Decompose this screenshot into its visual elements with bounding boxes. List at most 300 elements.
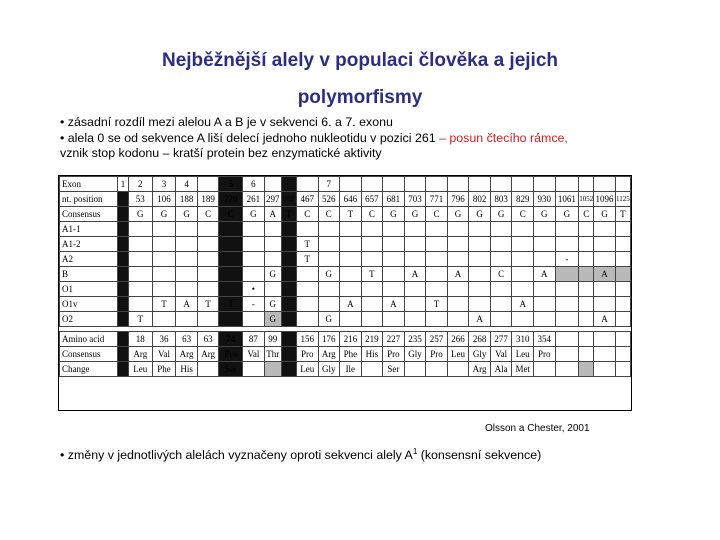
table-cell (383, 222, 405, 237)
footer-note (60, 447, 541, 462)
table-cell (533, 252, 555, 267)
table-cell: Phe (340, 347, 362, 362)
table-cell: T (340, 207, 362, 222)
table-cell (404, 282, 426, 297)
table-cell (447, 282, 469, 297)
table-cell (469, 252, 491, 267)
table-cell: 261 (243, 192, 265, 207)
table-cell: Val (490, 347, 512, 362)
position-row (60, 192, 631, 207)
table-cell (296, 222, 318, 237)
table-cell (197, 177, 219, 192)
table-cell: G (243, 207, 265, 222)
table-cell (404, 362, 426, 377)
table-cell: 220 (219, 192, 243, 207)
table-cell: Ile (340, 362, 362, 377)
table-cell: 526 (318, 192, 340, 207)
table-cell (512, 267, 534, 282)
table-cell (219, 312, 243, 327)
table-cell: 4 (176, 177, 198, 192)
table-cell (490, 312, 512, 327)
table-cell (490, 237, 512, 252)
table-cell: G (555, 207, 579, 222)
table-cell: G (383, 207, 405, 222)
table-cell: Leu (128, 362, 152, 377)
table-cell: A (447, 267, 469, 282)
table-cell (615, 237, 630, 252)
footer-superscript: 1 (412, 447, 418, 456)
table-cell: C (426, 207, 448, 222)
table-cell: T (361, 267, 383, 282)
table-cell: 74 (219, 332, 243, 347)
change-row (60, 362, 631, 377)
table-cell (615, 222, 630, 237)
table-cell: 703 (404, 192, 426, 207)
table-cell: Ser (383, 362, 405, 377)
table-cell: T (426, 297, 448, 312)
table-cell: 189 (197, 192, 219, 207)
allele-row (60, 237, 631, 252)
table-cell (281, 332, 296, 347)
table-cell (219, 252, 243, 267)
table-cell (219, 267, 243, 282)
table-cell: Pro (219, 347, 243, 362)
table-cell: C (318, 207, 340, 222)
table-cell: Arg (469, 362, 491, 377)
table-cell (512, 282, 534, 297)
table-cell (426, 177, 448, 192)
table-cell (555, 312, 579, 327)
table-cell: Gly (318, 362, 340, 377)
table-cell (118, 237, 129, 252)
table-cell: 796 (447, 192, 469, 207)
table-cell (533, 312, 555, 327)
table-cell (594, 297, 616, 312)
table-cell: Pro (533, 347, 555, 362)
table-cell (594, 362, 616, 377)
table-cell: 266 (447, 332, 469, 347)
table-cell: G (318, 312, 340, 327)
table-cell: 5 (219, 177, 243, 192)
table-cell (197, 312, 219, 327)
table-cell (426, 267, 448, 282)
table-cell (197, 222, 219, 237)
exon-row (60, 177, 631, 192)
table-cell (383, 282, 405, 297)
table-cell: G (469, 207, 491, 222)
table-cell: G (318, 267, 340, 282)
table-cell: 1052 (579, 192, 594, 207)
table-cell: G (264, 297, 281, 312)
table-cell (281, 237, 296, 252)
table-cell: G (176, 207, 198, 222)
table-cell: Met (512, 362, 534, 377)
table-cell: 771 (426, 192, 448, 207)
table-cell (281, 177, 296, 192)
table-cell: C (197, 207, 219, 222)
table-cell: 277 (490, 332, 512, 347)
table-cell (533, 222, 555, 237)
table-cell: 297 (264, 192, 281, 207)
table-cell: 657 (361, 192, 383, 207)
footer-text: • změny v jednotlivých alelách vyznačeny oproti sekvenci alely A (60, 448, 413, 463)
table-cell (579, 252, 594, 267)
table-cell (281, 362, 296, 377)
row-label: O2 (60, 312, 118, 327)
table-cell (533, 237, 555, 252)
table-cell: 99 (264, 332, 281, 347)
table-cell: 188 (176, 192, 198, 207)
table-cell (426, 237, 448, 252)
table-cell (555, 347, 579, 362)
table-cell (404, 312, 426, 327)
table-cell (118, 362, 129, 377)
table-cell: Pro (296, 347, 318, 362)
table-cell (579, 332, 594, 347)
table-cell (579, 177, 594, 192)
table-cell (447, 222, 469, 237)
title-line-1: Nejběžnější alely v populaci člověka a jejich (161, 50, 558, 71)
table-cell (118, 192, 129, 207)
table-cell (219, 282, 243, 297)
table-cell: 53 (128, 192, 152, 207)
table-cell: T (219, 297, 243, 312)
row-label: Change (60, 362, 118, 377)
table-cell (264, 177, 281, 192)
table-cell (318, 252, 340, 267)
table-cell (579, 237, 594, 252)
table-cell (264, 252, 281, 267)
table-cell (426, 222, 448, 237)
table-cell: T (615, 207, 630, 222)
table-cell: 235 (404, 332, 426, 347)
table-cell (296, 297, 318, 312)
table-cell (404, 297, 426, 312)
table-cell (128, 222, 152, 237)
table-cell (118, 347, 129, 362)
table-cell (579, 347, 594, 362)
table-cell (555, 282, 579, 297)
table-cell (176, 252, 198, 267)
table-cell (281, 312, 296, 327)
table-cell (296, 282, 318, 297)
page-title (60, 42, 660, 116)
table-cell: A (264, 207, 281, 222)
table-cell (243, 267, 265, 282)
bullet-2-start: • alela 0 se od sekvence A liší delecí jednoho nukleotidu v pozici 261 (60, 130, 440, 145)
row-label: Consensus (60, 207, 118, 222)
table-cell (615, 252, 630, 267)
table-cell (361, 297, 383, 312)
table-cell: 63 (197, 332, 219, 347)
table-cell: 156 (296, 332, 318, 347)
table-cell: G (490, 207, 512, 222)
table-cell (555, 222, 579, 237)
table-cell (318, 222, 340, 237)
table-cell (197, 237, 219, 252)
table-cell (197, 362, 219, 377)
table-cell: Phe (152, 362, 176, 377)
table-cell: Leu (296, 362, 318, 377)
table-cell: 829 (512, 192, 534, 207)
table-cell (426, 312, 448, 327)
table-cell (469, 237, 491, 252)
table-cell (340, 237, 362, 252)
table-cell (594, 177, 616, 192)
table-cell: 1061 (555, 192, 579, 207)
table-cell: T (128, 312, 152, 327)
table-cell (361, 252, 383, 267)
table-cell (281, 252, 296, 267)
table-cell (152, 222, 176, 237)
table-cell: A (533, 267, 555, 282)
table-cell: C (579, 207, 594, 222)
table-cell (579, 312, 594, 327)
table-cell (615, 282, 630, 297)
table-cell (219, 237, 243, 252)
table-cell (318, 237, 340, 252)
allele-row (60, 297, 631, 312)
table-cell: 18 (128, 332, 152, 347)
table-cell (469, 222, 491, 237)
table-cell: C (296, 207, 318, 222)
table-cell: C (361, 207, 383, 222)
table-cell (404, 252, 426, 267)
table-cell (128, 267, 152, 282)
table-cell (361, 222, 383, 237)
bullet-2-continuation: vznik stop kodonu – kratší protein bez enzymatické aktivity (60, 146, 382, 160)
table-cell (296, 177, 318, 192)
table-cell (490, 282, 512, 297)
table-cell (469, 267, 491, 282)
table-cell (533, 177, 555, 192)
bullet-1: • zásadní rozdíl mezi alelou A a B je v sekvenci 6. a 7. exonu (60, 115, 393, 129)
table-cell (340, 312, 362, 327)
table-cell (296, 312, 318, 327)
table-cell: A (383, 297, 405, 312)
table-cell (176, 312, 198, 327)
table-cell (555, 297, 579, 312)
table-cell: 257 (426, 332, 448, 347)
table-cell (383, 252, 405, 267)
table-cell (594, 347, 616, 362)
table-cell (426, 362, 448, 377)
allele-row (60, 312, 631, 327)
table-cell (128, 297, 152, 312)
table-cell: 63 (176, 332, 198, 347)
table-cell: 1 (118, 177, 129, 192)
table-cell (615, 267, 630, 282)
table-cell (469, 282, 491, 297)
table-cell: - (555, 252, 579, 267)
table-cell (469, 177, 491, 192)
table-cell: Val (152, 347, 176, 362)
table-cell (176, 222, 198, 237)
table-cell: 6 (243, 177, 265, 192)
table-cell (197, 267, 219, 282)
table-cell (447, 312, 469, 327)
table-cell (176, 267, 198, 282)
table-cell (361, 312, 383, 327)
table-cell (264, 222, 281, 237)
table-cell: G (152, 207, 176, 222)
table-cell (264, 362, 281, 377)
table-cell (579, 267, 594, 282)
table-cell (361, 362, 383, 377)
table-cell (533, 297, 555, 312)
table-cell (512, 237, 534, 252)
table-cell: Arg (197, 347, 219, 362)
table-cell (447, 252, 469, 267)
table-cell (118, 312, 129, 327)
table-cell (579, 362, 594, 377)
table-cell: - (243, 297, 265, 312)
table-cell: A (469, 312, 491, 327)
table-cell (152, 282, 176, 297)
table-cell (469, 297, 491, 312)
table-cell (615, 297, 630, 312)
table-cell (340, 267, 362, 282)
table-cell (533, 362, 555, 377)
table-cell (118, 282, 129, 297)
table-cell (152, 237, 176, 252)
table-cell (512, 252, 534, 267)
table-cell (340, 222, 362, 237)
table-cell: C (219, 207, 243, 222)
table-cell (152, 267, 176, 282)
table-cell (281, 267, 296, 282)
table-cell (555, 267, 579, 282)
table-cell: A (594, 267, 616, 282)
table-cell (594, 237, 616, 252)
table-cell: T (296, 252, 318, 267)
table-cell: A (512, 297, 534, 312)
table-cell: 3 (152, 177, 176, 192)
row-label: Exon (60, 177, 118, 192)
bullet-list (60, 115, 670, 162)
table-cell (615, 177, 630, 192)
table-cell (128, 282, 152, 297)
table-cell (447, 177, 469, 192)
table-cell: Arg (176, 347, 198, 362)
table-cell (340, 177, 362, 192)
table-cell (447, 362, 469, 377)
table-cell (383, 267, 405, 282)
table-cell (383, 177, 405, 192)
table-cell: 803 (490, 192, 512, 207)
table-cell: 219 (361, 332, 383, 347)
row-label: O1v (60, 297, 118, 312)
table-cell (318, 282, 340, 297)
bullet-2 (60, 131, 670, 147)
amino-acid-row (60, 332, 631, 347)
table-cell: 930 (533, 192, 555, 207)
table-cell (264, 237, 281, 252)
table-cell (426, 282, 448, 297)
table-cell (361, 237, 383, 252)
table-cell: 176 (318, 332, 340, 347)
table-cell (176, 282, 198, 297)
table-cell: 7 (318, 177, 340, 192)
table-cell (281, 347, 296, 362)
table-cell (281, 222, 296, 237)
table-cell: Ser (219, 362, 243, 377)
table-cell (118, 297, 129, 312)
table-cell: T (197, 297, 219, 312)
table-cell (152, 312, 176, 327)
table-cell (118, 252, 129, 267)
table-cell (404, 237, 426, 252)
table-cell (383, 237, 405, 252)
table-cell (281, 282, 296, 297)
table-cell: 227 (383, 332, 405, 347)
table-cell (594, 332, 616, 347)
table-cell (340, 282, 362, 297)
table-cell: T (296, 237, 318, 252)
allele-row (60, 252, 631, 267)
table-cell: A (404, 267, 426, 282)
table-cell (243, 362, 265, 377)
table-cell: 106 (152, 192, 176, 207)
allele-table-figure (58, 175, 632, 411)
table-cell: 1096 (594, 192, 616, 207)
table-cell (490, 177, 512, 192)
table-cell: His (176, 362, 198, 377)
table-cell: G (594, 207, 616, 222)
table-cell (383, 312, 405, 327)
allele-row (60, 282, 631, 297)
table-cell: A (176, 297, 198, 312)
table-cell (404, 222, 426, 237)
table-cell (615, 362, 630, 377)
table-cell (243, 222, 265, 237)
row-label: Consensus (60, 347, 118, 362)
table-cell: 310 (512, 332, 534, 347)
table-cell (281, 297, 296, 312)
table-cell (219, 222, 243, 237)
row-label: B (60, 267, 118, 282)
table-cell: • (243, 282, 265, 297)
table-cell (594, 252, 616, 267)
table-cell (555, 177, 579, 192)
table-cell: 87 (243, 332, 265, 347)
table-cell: T (152, 297, 176, 312)
table-cell (533, 282, 555, 297)
table-cell (361, 282, 383, 297)
table-cell (579, 282, 594, 297)
table-cell: 216 (340, 332, 362, 347)
table-cell: G (447, 207, 469, 222)
table-cell: G (404, 207, 426, 222)
table-cell (490, 222, 512, 237)
table-cell: G (533, 207, 555, 222)
footer-end: (konsensní sekvence) (417, 448, 542, 463)
table-cell: 646 (340, 192, 362, 207)
table-cell (490, 252, 512, 267)
table-cell (404, 177, 426, 192)
table-cell: G (128, 207, 152, 222)
table-cell (197, 282, 219, 297)
table-cell: 802 (469, 192, 491, 207)
table-cell: C (490, 267, 512, 282)
table-cell (243, 237, 265, 252)
table-cell: Ala (490, 362, 512, 377)
citation: Olsson a Chester, 2001 (485, 423, 590, 434)
table-cell (318, 297, 340, 312)
table-cell: 467 (296, 192, 318, 207)
table-cell (447, 237, 469, 252)
table-cell (264, 282, 281, 297)
